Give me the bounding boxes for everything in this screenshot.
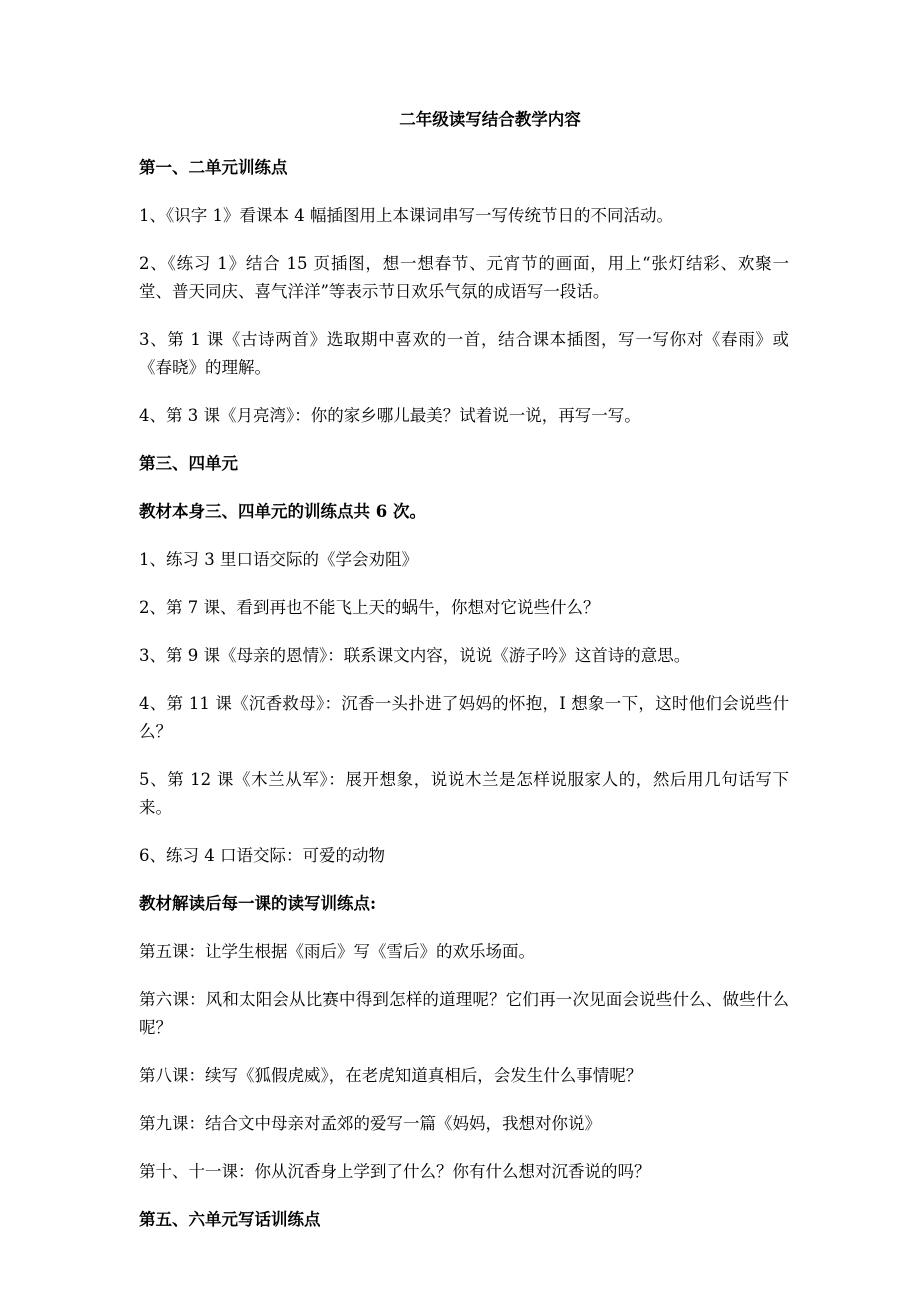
document-title: 二年级读写结合教学内容: [399, 110, 581, 129]
section-heading: 教材解读后每一课的读写训练点:: [139, 894, 377, 913]
paragraph: 4、第 3 课《月亮湾》：你的家乡哪儿最美？试着说一说，再写一写。: [139, 406, 641, 425]
paragraph: 第八课：续写《狐假虎威》，在老虎知道真相后，会发生什么事情呢？: [139, 1066, 643, 1085]
paragraph: 第六课：风和太阳会从比赛中得到怎样的道理呢？它们再一次见面会说些什么、做些什么呢？: [139, 990, 789, 1037]
document-body: [139, 154, 789, 1234]
paragraph: 第五课：让学生根据《雨后》写《雪后》的欢乐场面。: [139, 942, 535, 961]
section-heading: 第一、二单元训练点: [139, 158, 288, 177]
paragraph: 2、《练习 1》结合 15 页插图，想一想春节、元宵节的画面，用上“张灯结彩、欢聚一堂、普天同庆、喜气洋洋”等表示节日欢乐气氛的成语写一段话。: [139, 254, 789, 301]
section-heading: 教材本身三、四单元的训练点共 6 次。: [139, 502, 426, 521]
paragraph: 6、练习 4 口语交际：可爱的动物: [139, 846, 385, 865]
paragraph: 3、第 9 课《母亲的恩情》：联系课文内容，说说《游子吟》这首诗的意思。: [139, 646, 691, 665]
paragraph: 2、第 7 课、看到再也不能飞上天的蜗牛，你想对它说些什么？: [139, 598, 600, 617]
paragraph: 1、《识字 1》看课本 4 幅插图用上本课词串写一写传统节日的不同活动。: [139, 206, 673, 225]
section-heading: 第五、六单元写话训练点: [139, 1210, 321, 1229]
section-heading: 第三、四单元: [139, 454, 238, 473]
paragraph: 4、第 11 课《沉香救母》：沉香一头扑进了妈妈的怀抱，I 想象一下，这时他们会说些什么？: [139, 694, 789, 741]
paragraph: 第九课：结合文中母亲对孟郊的爱写一篇《妈妈，我想对你说》: [139, 1114, 601, 1133]
document-page: [139, 106, 789, 1254]
paragraph: 1、练习 3 里口语交际的《学会劝阻》: [139, 550, 418, 569]
paragraph: 5、第 12 课《木兰从军》：展开想象，说说木兰是怎样说服家人的，然后用几句话写下来。: [139, 770, 789, 817]
paragraph: 第十、十一课：你从沉香身上学到了什么？你有什么想对沉香说的吗？: [139, 1162, 651, 1181]
paragraph: 3、第 1 课《古诗两首》选取期中喜欢的一首，结合课本插图，写一写你对《春雨》或《春晓》的理解。: [139, 330, 789, 377]
